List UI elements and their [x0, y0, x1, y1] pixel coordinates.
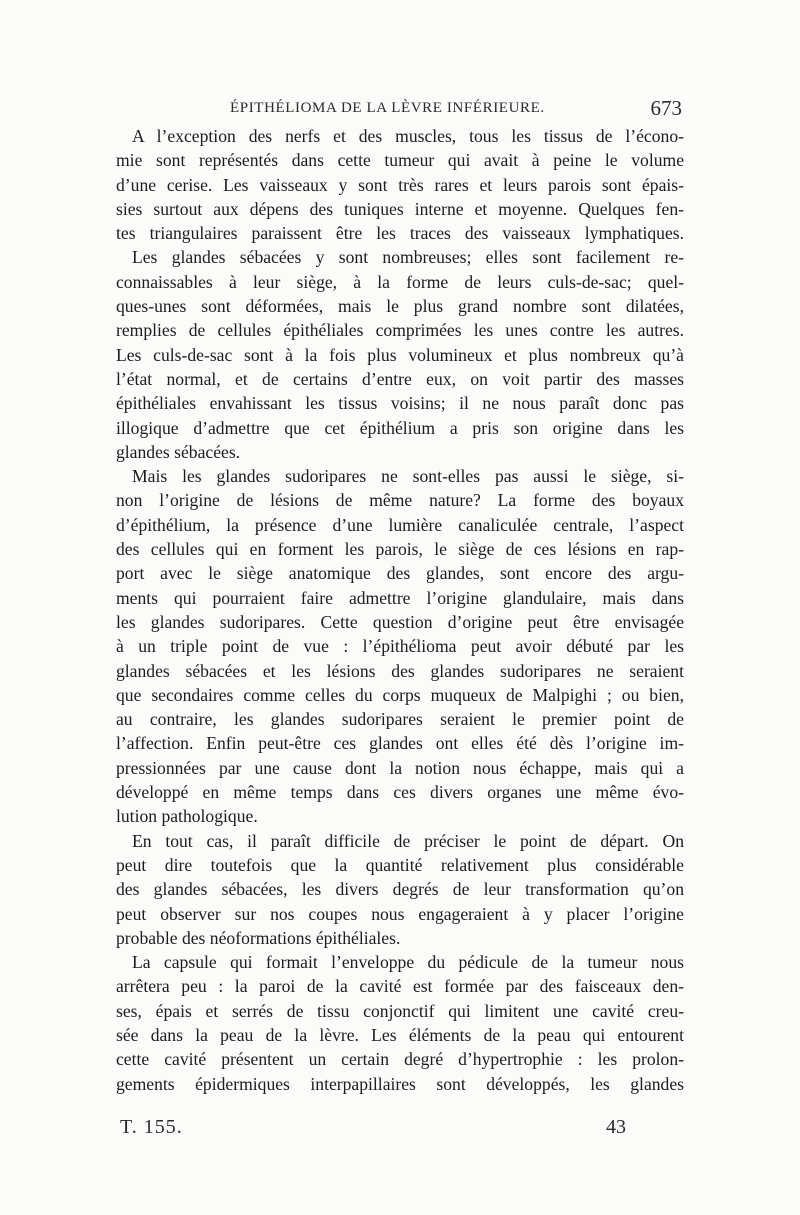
- text-line: à un triple point de vue : l’épithélioma peut avoir débuté par les: [116, 636, 684, 657]
- text-line: A l’exception des nerfs et des muscles, tous les tissus de l’écono-: [132, 126, 684, 146]
- text-line: épithéliales envahissant les tissus voisins; il ne nous paraît donc pas: [116, 393, 684, 414]
- page-footer: [116, 1116, 684, 1144]
- text-line: arrêtera peu : la paroi de la cavité est formée par des faisceaux den-: [116, 976, 684, 997]
- text-line: ses, épais et serrés de tissu conjonctif qui limitent une cavité creu-: [116, 1000, 684, 1021]
- text-line: d’une cerise. Les vaisseaux y sont très rares et leurs parois sont épais-: [116, 174, 684, 195]
- text-line: sée dans la peau de la lèvre. Les éléments de la peau qui entourent: [116, 1024, 684, 1045]
- text-line: peut observer sur nos coupes nous engageraient à y placer l’origine: [116, 903, 684, 924]
- text-line: gements épidermiques interpapillaires sont développés, les glandes: [116, 1073, 684, 1094]
- signature-number: 43: [606, 1116, 626, 1138]
- text-line: port avec le siège anatomique des glandes, sont encore des argu-: [116, 563, 684, 584]
- page-header: [116, 96, 684, 122]
- text-line: connaissables à leur siège, à la forme de leurs culs-de-sac; quel-: [116, 271, 684, 292]
- text-line: l’affection. Enfin peut-être ces glandes ont elles été dès l’origine im-: [116, 733, 684, 754]
- text-line: ments qui pourraient faire admettre l’origine glandulaire, mais dans: [116, 587, 684, 608]
- running-title: ÉPITHÉLIOMA DE LA LÈVRE INFÉRIEURE.: [230, 100, 545, 116]
- text-line: non l’origine de lésions de même nature? La forme des boyaux: [116, 490, 684, 511]
- text-line: La capsule qui formait l’enveloppe du pédicule de la tumeur nous: [132, 952, 684, 973]
- printer-signature: T. 155.: [120, 1116, 183, 1138]
- text-line: les glandes sudoripares. Cette question d’origine peut être envisagée: [116, 611, 684, 632]
- text-line: Mais les glandes sudoripares ne sont-elles pas aussi le siège, si-: [132, 466, 684, 487]
- text-line: développé en même temps dans ces divers organes une même évo-: [116, 782, 684, 803]
- body-text: [116, 124, 684, 1096]
- text-line: cette cavité présentent un certain degré d’hypertrophie : les prolon-: [116, 1049, 684, 1070]
- page-number: 673: [650, 96, 682, 120]
- text-line: lution pathologique.: [116, 806, 258, 827]
- text-line: que secondaires comme celles du corps muqueux de Malpighi ; ou bien,: [116, 684, 684, 705]
- text-line: En tout cas, il paraît difficile de préciser le point de départ. On: [132, 830, 684, 851]
- text-line: glandes sébacées.: [116, 441, 241, 462]
- text-line: d’épithélium, la présence d’une lumière canaliculée centrale, l’aspect: [116, 514, 684, 535]
- text-line: pressionnées par une cause dont la notion nous échappe, mais qui a: [116, 757, 684, 778]
- text-line: tes triangulaires paraissent être les traces des vaisseaux lymphatiques.: [116, 223, 684, 244]
- text-line: Les glandes sébacées y sont nombreuses; elles sont facilement re-: [132, 247, 684, 268]
- text-line: des glandes sébacées, les divers degrés de leur transformation qu’on: [116, 879, 684, 900]
- text-line: sies surtout aux dépens des tuniques interne et moyenne. Quelques fen-: [116, 198, 684, 219]
- text-line: Les culs-de-sac sont à la fois plus volumineux et plus nombreux qu’à: [116, 344, 684, 365]
- text-line: l’état normal, et de certains d’entre eux, on voit partir des masses: [116, 368, 684, 389]
- text-line: des cellules qui en forment les parois, le siège de ces lésions en rap-: [116, 539, 684, 560]
- text-line: glandes sébacées et les lésions des glandes sudoripares ne seraient: [116, 660, 684, 681]
- text-line: remplies de cellules épithéliales comprimées les unes contre les autres.: [116, 320, 684, 341]
- text-line: ques-unes sont déformées, mais le plus grand nombre sont dilatées,: [116, 296, 684, 317]
- text-line: illogique d’admettre que cet épithélium a pris son origine dans les: [116, 417, 684, 438]
- text-line: mie sont représentés dans cette tumeur qui avait à peine le volume: [116, 150, 684, 171]
- text-line: au contraire, les glandes sudoripares seraient le premier point de: [116, 709, 684, 730]
- text-line: probable des néoformations épithéliales.: [116, 927, 401, 948]
- text-line: peut dire toutefois que la quantité relativement plus considérable: [116, 854, 684, 875]
